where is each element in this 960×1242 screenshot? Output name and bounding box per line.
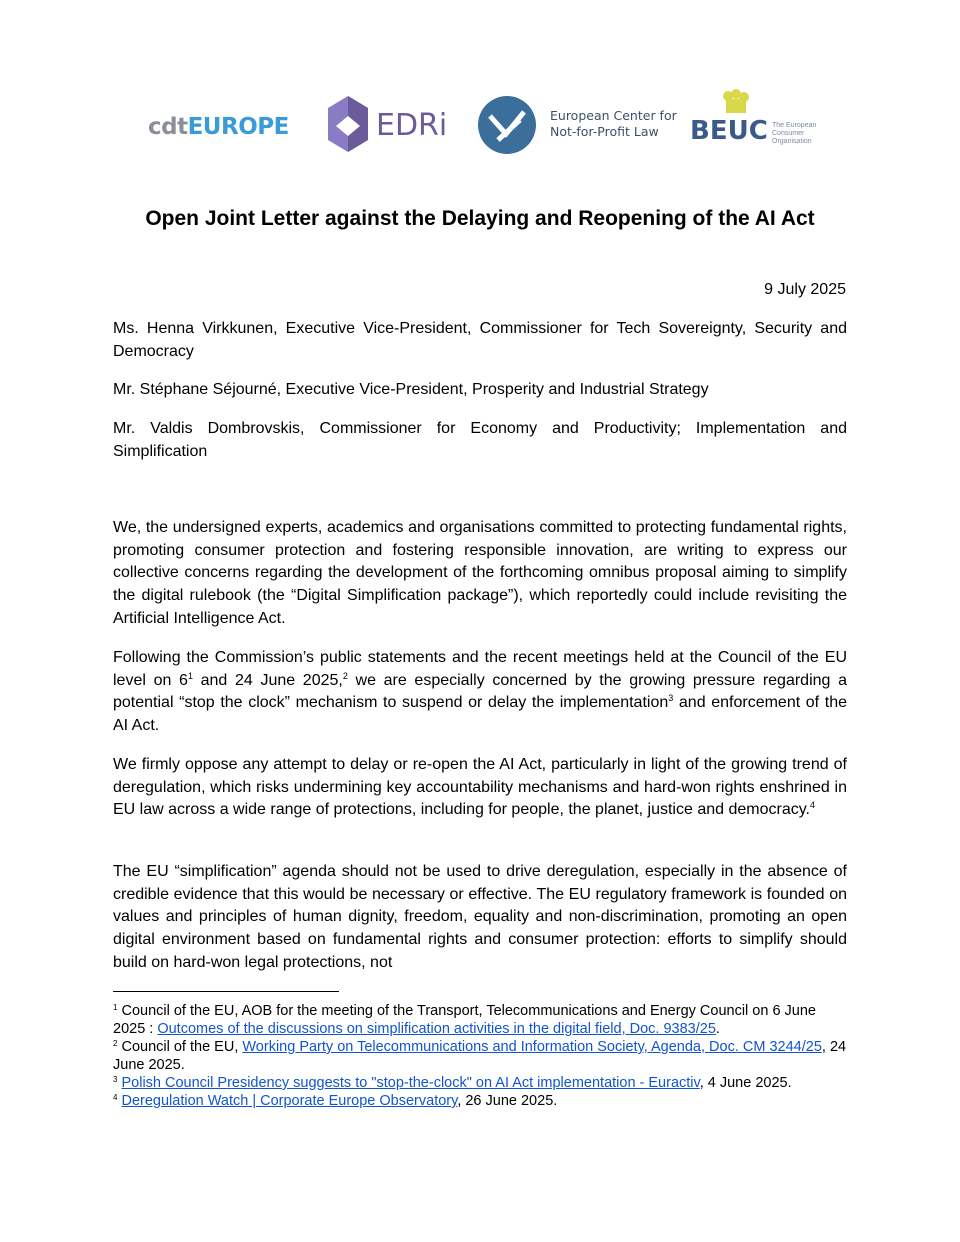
cdt-europe-logo-text: EUROPE xyxy=(187,114,289,140)
letter-date: 9 July 2025 xyxy=(764,281,846,298)
footnote-1 xyxy=(113,1002,847,1038)
paragraph-text: and 24 June 2025, xyxy=(192,671,343,689)
footnote-text: . xyxy=(715,1021,720,1037)
letter-title: Open Joint Letter against the Delaying and Reopening of the AI Act xyxy=(145,207,815,230)
footnote-text: , 4 June 2025. xyxy=(699,1075,792,1091)
footnote-3 xyxy=(113,1074,847,1092)
paragraph-simplification: The EU “simplification” agenda should not be used to drive deregulation, especially in the absence of credible evidence that this would be necessary or effective. The EU regulatory framework is founded on values and principles of human dignity, freedom, equality and non-discrimination, promoting an open digital environment based on fundamental rights and consumer protection: efforts to simplify should build on hard-won legal protections, not xyxy=(113,863,847,971)
paragraph-text: we are especially concerned by the growing pressure regarding a potential “stop the clock” mechanism to suspend or delay the implementation xyxy=(113,671,847,712)
beuc-logo xyxy=(690,86,817,146)
footnote-text: , 26 June 2025. xyxy=(457,1093,558,1109)
footnote-text: Council of the EU, AOB for the meeting of the Transport, Telecommunications and Energy Council on 6 June 2025 : xyxy=(113,1003,816,1037)
beuc-tagline: The European Consumer Organisation xyxy=(772,122,817,145)
footnote-text: , 24 June 2025. xyxy=(113,1039,847,1073)
footnote-mark: 1 xyxy=(113,1003,118,1012)
addressee-virkkunen: Ms. Henna Virkkunen, Executive Vice-President, Commissioner for Tech Sovereignty, Security and Democracy xyxy=(113,320,847,360)
footnote-link-council-outcomes[interactable]: Outcomes of the discussions on simplification activities in the digital field, Doc. 9383/25 xyxy=(157,1021,716,1037)
footnote-mark: 3 xyxy=(113,1075,118,1084)
cdt-logo-text: cdt xyxy=(148,114,188,140)
footnote-link-euractiv[interactable]: Polish Council Presidency suggests to "stop-the-clock" on AI Act implementation - Euractiv xyxy=(121,1075,700,1091)
footnote-link-working-party[interactable]: Working Party on Telecommunications and Information Society, Agenda, Doc. CM 3244/25 xyxy=(242,1039,822,1055)
edri-hexagon-icon xyxy=(326,94,370,154)
partner-logos xyxy=(0,86,960,161)
paragraph-concerns xyxy=(113,647,847,738)
footnote-2 xyxy=(113,1038,847,1074)
ecnl-logo xyxy=(476,94,677,161)
footnote-link-deregulation-watch[interactable]: Deregulation Watch | Corporate Europe Observatory xyxy=(121,1093,458,1109)
beuc-flower-icon xyxy=(690,86,760,116)
footnote-ref-3[interactable]: 3 xyxy=(668,693,674,704)
paragraph-opposition xyxy=(113,754,847,822)
footnote-text: Council of the EU, xyxy=(117,1039,243,1055)
paragraph-text: Following the Commission’s public statements and the recent meetings held at the Council of the EU level on 6 xyxy=(113,649,847,689)
footnote-ref-1[interactable]: 1 xyxy=(187,670,193,681)
footnote-ref-4[interactable]: 4 xyxy=(809,800,815,811)
footnote-mark: 2 xyxy=(113,1039,118,1048)
addressee-sejourne: Mr. Stéphane Séjourné, Executive Vice-President, Prosperity and Industrial Strategy xyxy=(113,381,709,398)
footnote-4 xyxy=(113,1092,847,1110)
footnote-divider xyxy=(113,991,339,992)
cdt-europe-logo xyxy=(148,114,289,140)
footnote-mark: 4 xyxy=(113,1093,118,1102)
addressee-dombrovskis: Mr. Valdis Dombrovskis, Commissioner for Economy and Productivity; Implementation and Simplification xyxy=(113,420,847,460)
footnote-ref-2[interactable]: 2 xyxy=(342,670,348,681)
beuc-logo-text: BEUC xyxy=(690,116,768,146)
edri-logo-text: EDRi xyxy=(376,108,448,143)
footnotes xyxy=(113,1002,847,1110)
paragraph-text: and enforcement of the AI Act. xyxy=(113,694,848,735)
paragraph-intro: We, the undersigned experts, academics and organisations committed to protecting fundamental rights, promoting consumer protection and fostering responsible innovation, are writing to express our collective concerns regarding the development of the forthcoming omnibus proposal aiming to simplify the digital rulebook (the “Digital Simplification package”), which reportedly could include revisiting the Artificial Intelligence Act. xyxy=(113,519,847,627)
ecnl-logo-text: European Center for Not-for-Profit Law xyxy=(550,108,677,139)
ecnl-circle-icon xyxy=(476,94,538,156)
paragraph-text: We firmly oppose any attempt to delay or re-open the AI Act, particularly in light of the growing trend of deregulation, which risks undermining key accountability mechanisms and hard-won rights enshrined in EU law across a wide range of protections, including for people, the planet, justice and democracy. xyxy=(113,756,847,819)
